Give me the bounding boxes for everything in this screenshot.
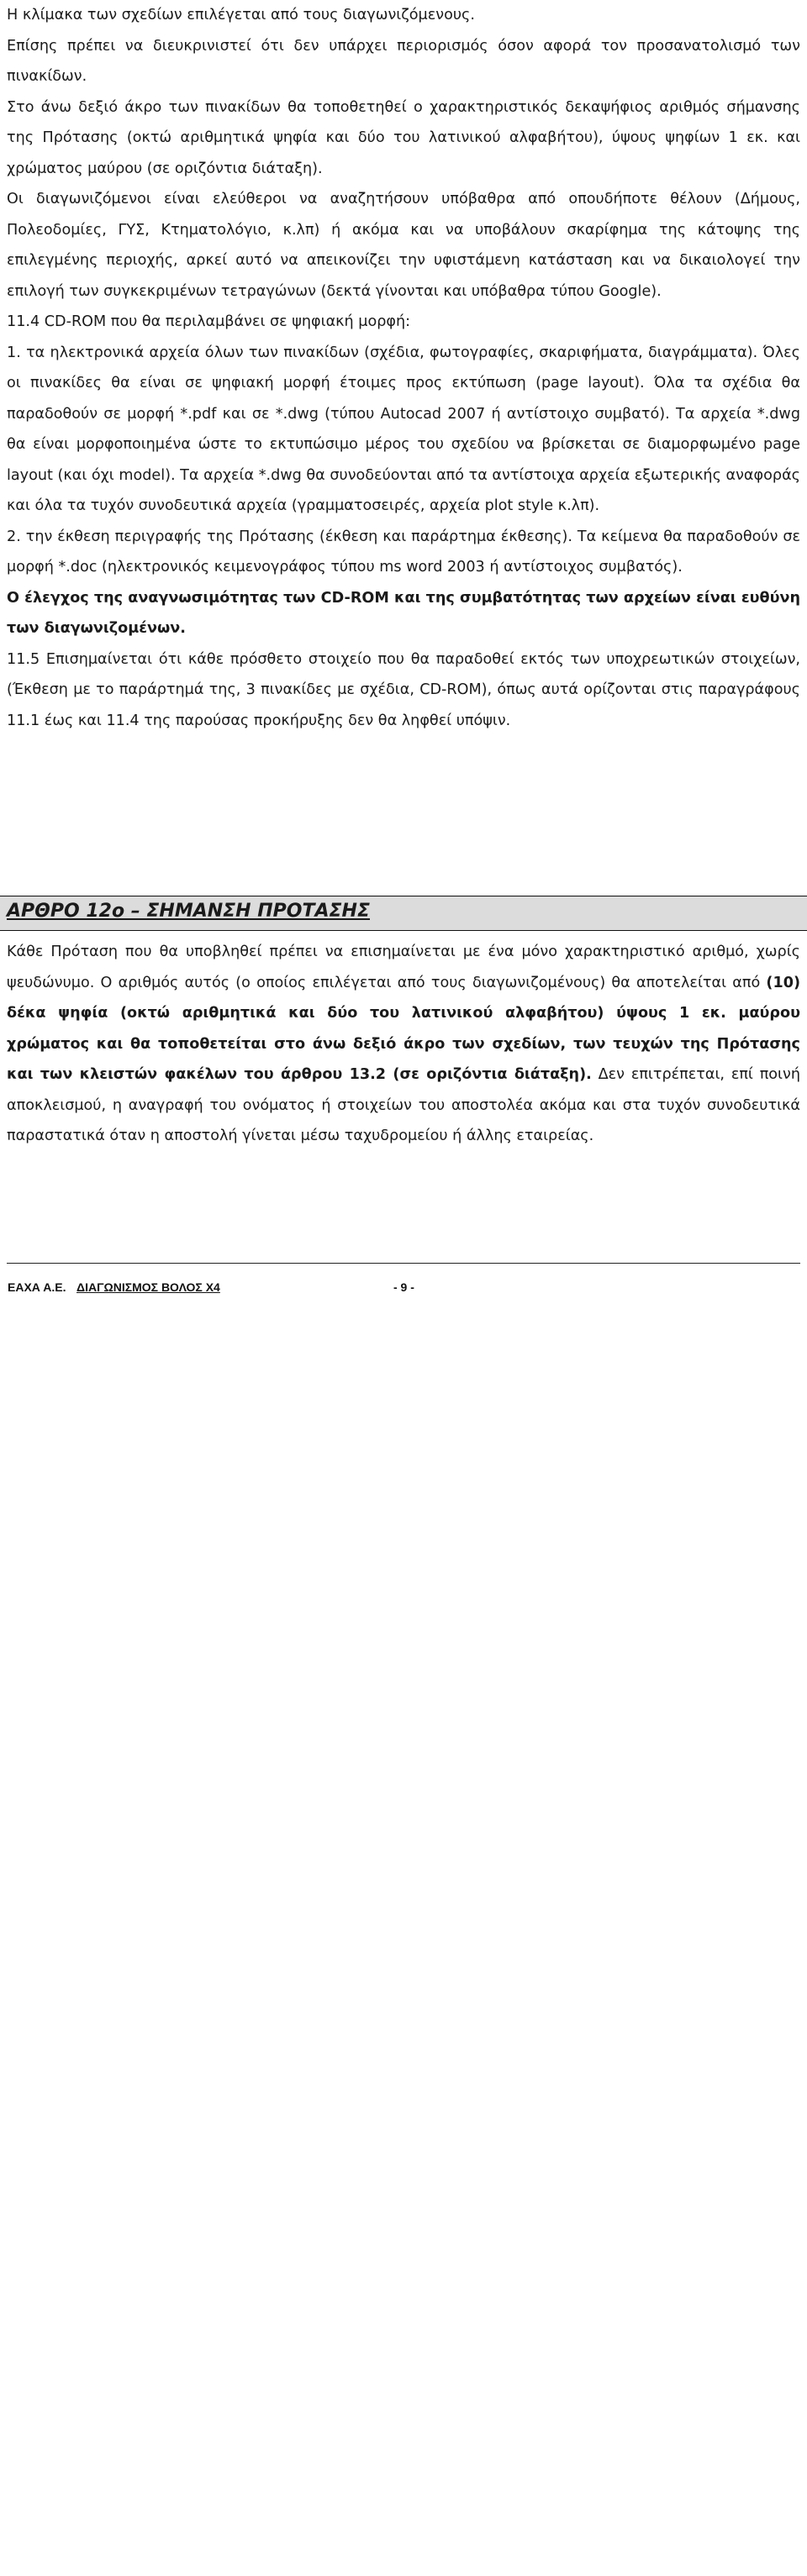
article-12-heading: ΑΡΘΡΟ 12ο – ΣΗΜΑΝΣΗ ΠΡΟΤΑΣΗΣ (7, 901, 370, 922)
page-number: - 9 - (393, 1280, 414, 1294)
intro-block (7, 0, 800, 736)
article-12-text-1: Κάθε Πρόταση που θα υποβληθεί πρέπει να επισημαίνεται με ένα μόνο χαρακτηριστικό αριθμό, χωρίς ψευδώνυμο. Ο αριθμός αυτός (ο οποίος επιλέγεται από τους διαγωνιζομένους) θα αποτελείται από (7, 944, 800, 991)
footer-title: ΔΙΑΓΩΝΙΣΜΟΣ ΒΟΛΟΣ Χ4 (76, 1280, 220, 1294)
base-maps-paragraph: Οι διαγωνιζόμενοι είναι ελεύθεροι να αναζητήσουν υπόβαθρα από οπουδήποτε θέλουν (Δήμους, Πολεοδομίες, ΓΥΣ, Κτηματολόγιο, κ.λπ) ή ακόμα και να υποβάλουν σκαρίφημα της κάτοψης της επιλεγμένης περιοχής, αρκεί αυτό να απεικονίζει την υφιστάμενη κατάσταση και να δικαιολογεί την επιλογή των συγκεκριμένων τετραγώνων (δεκτά γίνονται και υπόβαθρα τύπου Google). (7, 191, 800, 300)
article-12-body (7, 937, 800, 1152)
article-12-text-3: Δεν επιτρέπεται, επί ποινή αποκλεισμού, η αναγραφή του ονόματος ή στοιχείων του αποστολέα ακόμα και στα τυχόν συνοδευτικά παραστατικά όταν η αποστολή γίνεται μέσω ταχυδρομείου ή άλλης εταιρείας. (7, 1066, 800, 1144)
footer-company: ΕΑΧΑ Α.Ε. (8, 1280, 66, 1294)
section-11-4-item-1: 1. τα ηλεκτρονικά αρχεία όλων των πινακίδων (σχέδια, φωτογραφίες, σκαριφήματα, διαγράμματα). Όλες οι πινακίδες θα είναι σε ψηφιακή μορφή έτοιμες προς εκτύπωση (page layout). Όλα τα σχέδια θα παραδοθούν σε μορφή *.pdf και σε *.dwg (τύπου Autocad 2007 ή αντίστοιχο συμβατό). Τα αρχεία *.dwg θα είναι μορφοποιημένα ώστε το εκτυπώσιμο μέρος του σχεδίου να βρίσκεται σε διαμορφωμένο page layout (και όχι model). Τα αρχεία *.dwg θα συνοδεύονται από τα αντίστοιχα αρχεία εξωτερικής αναφοράς και όλα τα τυχόν συνοδευτικά αρχεία (γραμματοσειρές, αρχεία plot style κ.λπ). (7, 344, 800, 514)
scale-sentence: Η κλίμακα των σχεδίων επιλέγεται από τους διαγωνιζόμενους. (7, 7, 475, 24)
section-11-4-bold-note: Ο έλεγχος της αναγνωσιμότητας των CD-ROM και της συμβατότητας των αρχείων είναι ευθύνη των διαγωνιζομένων. (7, 589, 800, 637)
marking-sentence: Στο άνω δεξιό άκρο των πινακίδων θα τοποθετηθεί ο χαρακτηριστικός δεκαψήφιος αριθμός σήμανσης της Πρότασης (οκτώ αριθμητικά ψηφία και δύο του λατινικού αλφαβήτου), ύψους ψηφίων 1 εκ. και χρώματος μαύρου (σε οριζόντια διάταξη). (7, 98, 800, 177)
orientation-sentence: Επίσης πρέπει να διευκρινιστεί ότι δεν υπάρχει περιορισμός όσον αφορά τον προσανατολισμό των πινακίδων. (7, 37, 800, 85)
section-11-4-item-2: 2. την έκθεση περιγραφής της Πρότασης (έκθεση και παράρτημα έκθεσης). Τα κείμενα θα παραδοθούν σε μορφή *.doc (ηλεκτρονικός κειμενογράφος τύπου ms word 2003 ή αντίστοιχος συμβατός). (7, 528, 800, 576)
footer-divider (7, 1263, 800, 1264)
section-11-4-title: 11.4 CD-ROM που θα περιλαμβάνει σε ψηφιακή μορφή: (7, 313, 411, 330)
article-12-bold-text: (10) δέκα ψηφία (οκτώ αριθμητικά και δύο του λατινικού αλφαβήτου) ύψους 1 εκ. μαύρου χρώματος και θα τοποθετείται στο άνω δεξιό άκρο των σχεδίων, των τευχών της Πρότασης και των κλειστών φακέλων του άρθρου 13.2 (σε οριζόντια διάταξη). (7, 974, 800, 1083)
article-12-paragraph (7, 937, 800, 1152)
section-11-5-paragraph: 11.5 Επισημαίνεται ότι κάθε πρόσθετο στοιχείο που θα παραδοθεί εκτός των υποχρεωτικών στοιχείων, (Έκθεση με το παράρτημά της, 3 πινακίδες με σχέδια, CD-ROM), όπως αυτά ορίζονται στις παραγράφους 11.1 έως και 11.4 της παρούσας προκήρυξης δεν θα ληφθεί υπόψιν. (7, 650, 800, 729)
